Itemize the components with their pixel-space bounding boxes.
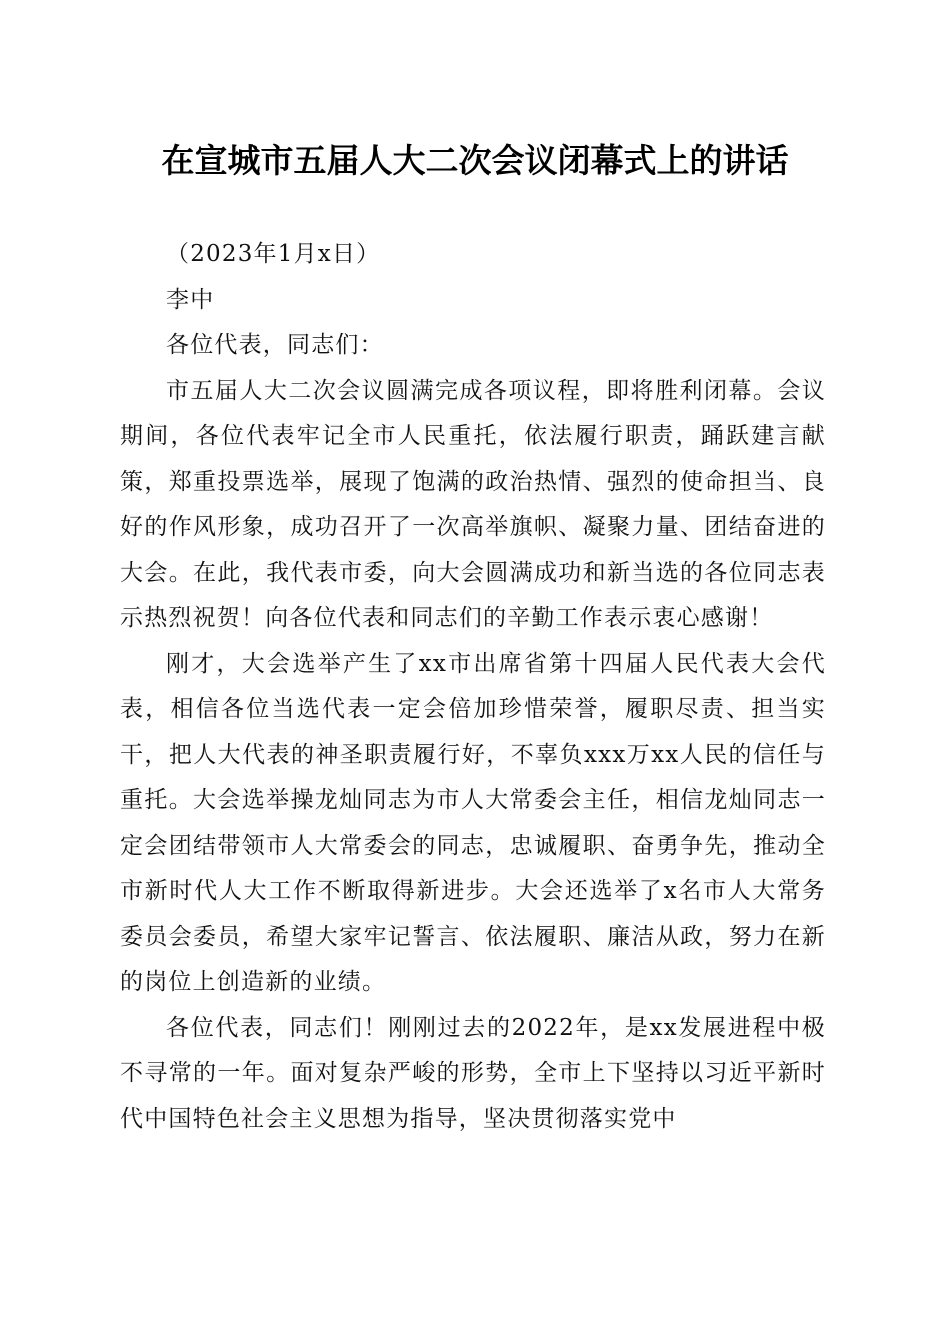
salutation-line: 各位代表，同志们：: [166, 332, 384, 358]
author-line: 李中: [166, 286, 215, 313]
date-line: （2023年1月x日）: [166, 241, 381, 267]
paragraph: 刚才，大会选举产生了xx市出席省第十四届人民代表大会代表，相信各位当选代表一定会倍加珍惜荣誉，履职尽责、担当实干，把人大代表的神圣职责履行好，不辜负xxx万xx人民的信任与重托。大会选举操龙灿同志为市人大常委会主任，相信龙灿同志一定会团结带领市人大常委会的同志，忠诚履职、奋勇争先，推动全市新时代人大工作不断取得新进步。大会还选举了x名市人大常务委员会委员，希望大家牢记誓言、依法履职、廉洁从政，努力在新的岗位上创造新的业绩。: [120, 650, 826, 995]
paragraph: 市五届人大二次会议圆满完成各项议程，即将胜利闭幕。会议期间，各位代表牢记全市人民重托，依法履行职责，踊跃建言献策，郑重投票选举，展现了饱满的政治热情、强烈的使命担当、良好的作风形象，成功召开了一次高举旗帜、凝聚力量、团结奋进的大会。在此，我代表市委，向大会圆满成功和新当选的各位同志表示热烈祝贺！向各位代表和同志们的辛勤工作表示衷心感谢！: [120, 377, 826, 631]
document-title: 在宣城市五届人大二次会议闭幕式上的讲话: [161, 141, 789, 180]
document-body: [120, 232, 826, 1142]
paragraph: 各位代表，同志们！刚刚过去的2022年，是xx发展进程中极不寻常的一年。面对复杂严峻的形势，全市上下坚持以习近平新时代中国特色社会主义思想为指导，坚决贯彻落实党中: [120, 1014, 826, 1132]
